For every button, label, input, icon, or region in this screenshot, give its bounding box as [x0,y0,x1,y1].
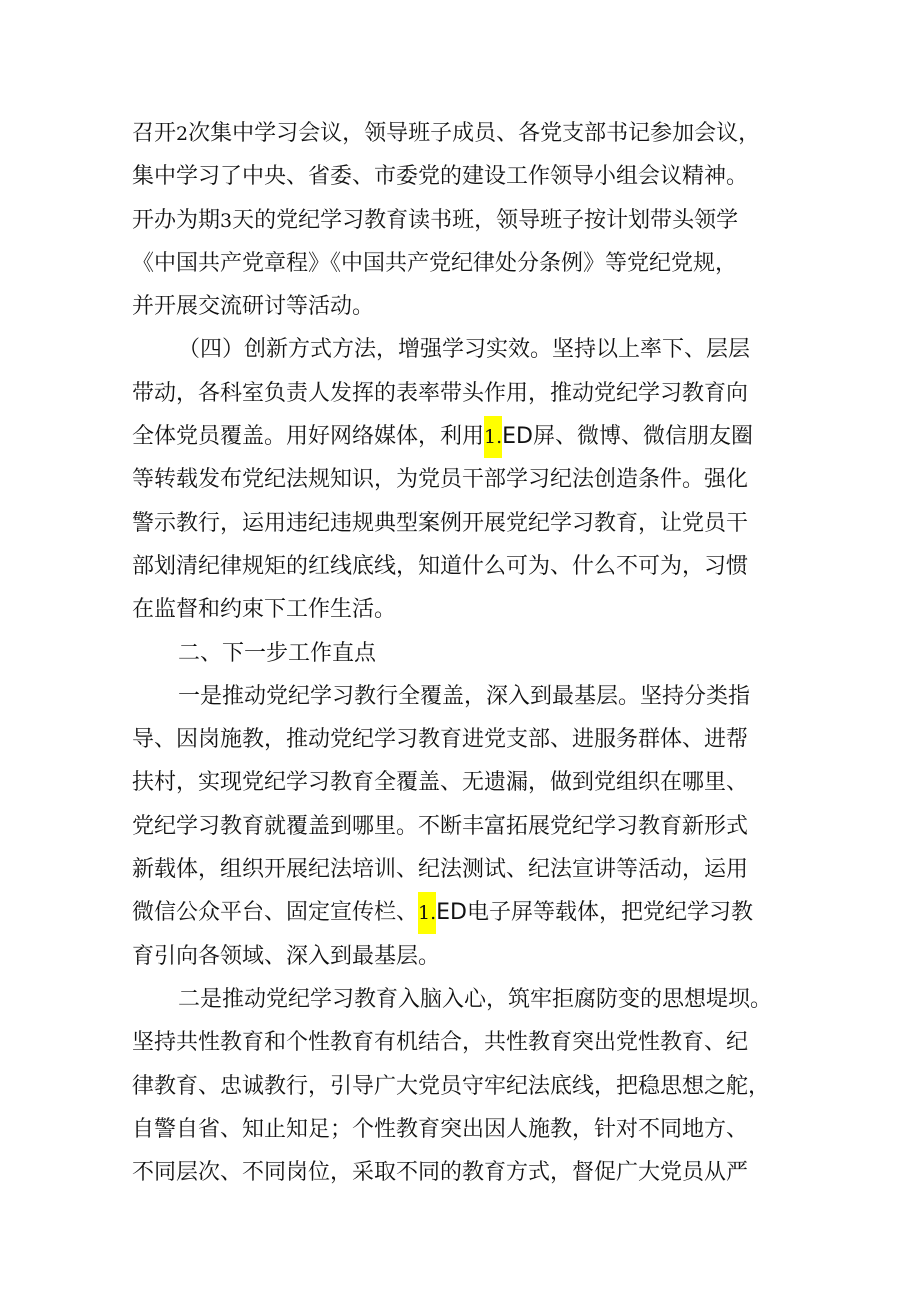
text-line: 坚持共性教育和个性教育有机结合，共性教育突出党性教育、纪 [132,1030,749,1056]
text-run: ED屏、微博、微信朋友圈 [502,424,753,450]
text-run: 微信公众平台、固定宣传栏、 [132,900,419,926]
text-line: 警示教行，运用违纪违规典型案例开展党纪学习教育，让党员干 [132,510,749,536]
text-run: 全体党员覆盖。用好网络媒体，利用 [132,424,485,450]
section-heading: 二、下一步工作直点 [178,640,377,666]
paragraph-1 [132,112,792,328]
document-page [132,112,792,1194]
text-line: 律教育、忠诚教行，引导广大党员守牢纪法底线，把稳思想之舵， [132,1073,771,1099]
text-line: 《中国共产党章程》《中国共产党纪律处分条例》等党纪党规， [132,250,738,276]
paragraph-2 [132,328,792,631]
text-line: 一是推动党纪学习教行全覆盖，深入到最基层。坚持分类指 [178,683,751,709]
number: 2 [176,123,189,145]
text-line: （四）创新方式方法，增强学习实效。坚持以上率下、层层 [178,337,751,363]
text-line: 等转载发布党纪法规知识，为党员干部学习纪法创造条件。强化 [132,467,749,493]
text-run: 召开 [132,121,177,146]
paragraph-3 [132,675,792,978]
text-line [132,112,792,155]
text-line [132,891,792,934]
text-run: 次集中学习会议，领导班子成员、各党支部书记参加会议， [188,121,761,146]
highlighted-text: 1. [418,892,436,934]
text-line: 集中学习了中央、省委、市委党的建设工作领导小组会议精神。 [132,164,749,190]
text-line [132,199,792,242]
text-run: ED电子屏等载体，把党纪学习教 [436,900,753,926]
text-run: 开办为期 [132,207,221,233]
text-line: 在监督和约束下工作生活。 [132,597,397,623]
text-line: 新载体，组织开展纪法培训、纪法测试、纪法宣讲等活动，运用 [132,857,749,883]
text-line: 导、因岗施教，推动党纪学习教育进党支部、进服务群体、进帮 [132,727,749,753]
text-line: 党纪学习教育就覆盖到哪里。不断丰富拓展党纪学习教育新形式 [132,813,749,839]
text-line: 育引向各领域、深入到最基层。 [132,943,441,969]
text-line: 部划清纪律规矩的红线底线，知道什么可为、什么不可为，习惯 [132,553,749,579]
text-line [132,415,792,458]
text-line: 并开展交流研讨等活动。 [132,294,375,320]
text-line: 二是推动党纪学习教育入脑入心，筑牢拒腐防变的思想堤坝。 [178,986,773,1012]
text-run: 天的党纪学习教育读书班，领导班子按计划带头领学 [232,207,739,233]
text-line: 自警自省、知止知足；个性教育突出因人施教，针对不同地方、 [132,1116,749,1142]
text-line: 不同层次、不同岗位，采取不同的教育方式，督促广大党员从严 [132,1160,749,1186]
text-line: 扶村，实现党纪学习教育全覆盖、无遗漏，做到党组织在哪里、 [132,770,749,796]
paragraph-4 [132,978,792,1194]
text-line: 带动，各科室负责人发挥的表率带头作用，推动党纪学习教育向 [132,380,749,406]
highlighted-text: 1. [484,416,502,458]
number: 3 [220,209,233,232]
